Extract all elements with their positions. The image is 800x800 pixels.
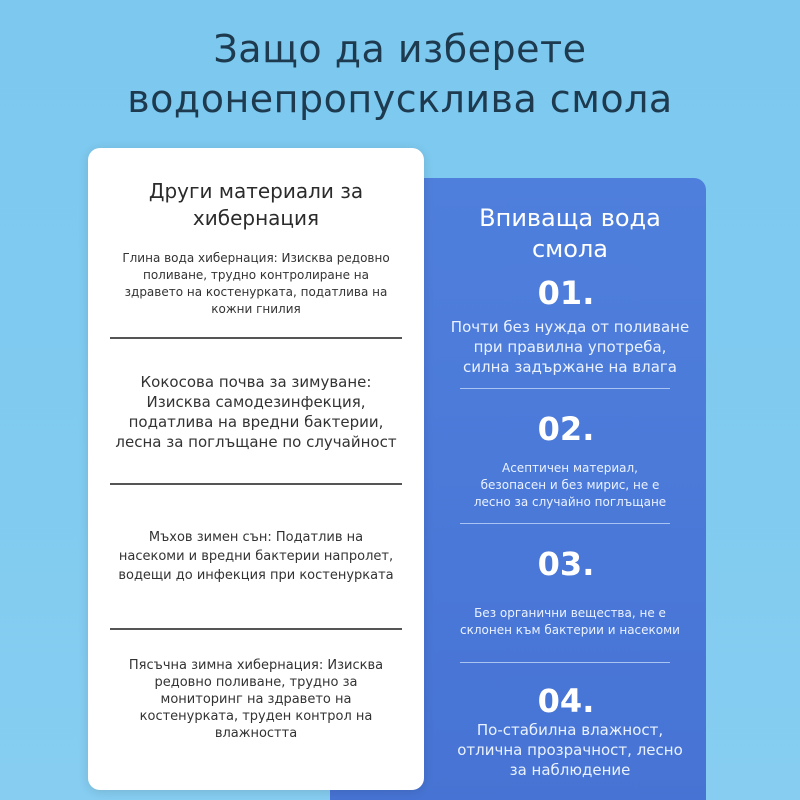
- material-coconut: [100, 372, 412, 452]
- material-coconut-line-4: лесна за поглъщане по случайност: [115, 433, 397, 451]
- material-moss-line-3: водещи до инфекция при костенурката: [118, 568, 394, 583]
- benefit-4-line-2: отлична прозрачност, лесно: [457, 741, 683, 759]
- material-clay-line-1: Глина вода хибернация: Изисква редовно: [122, 251, 390, 265]
- material-sand-line-5: влажността: [214, 726, 298, 741]
- benefit-1-line-3: силна задържане на влага: [463, 358, 677, 376]
- benefit-divider-3: [460, 662, 670, 663]
- benefit-4-line-1: По-стабилна влажност,: [476, 721, 664, 739]
- benefit-3-line-2: склонен към бактерии и насекоми: [460, 623, 680, 637]
- benefit-number-3: 03.: [537, 545, 595, 583]
- benefit-divider-2: [460, 523, 670, 524]
- benefit-1-line-1: Почти без нужда от поливане: [450, 318, 690, 336]
- benefit-text-1: [420, 317, 720, 377]
- material-sand-line-2: редовно поливане, трудно за: [154, 675, 358, 690]
- material-clay-line-3: здравето на костенурката, податлива на: [124, 285, 388, 299]
- benefit-text-4: [440, 720, 700, 780]
- material-coconut-line-3: податлива на вредни бактерии,: [128, 413, 384, 431]
- page-title: [0, 24, 800, 124]
- benefit-2-line-2: безопасен и без мирис, не е: [480, 478, 660, 492]
- benefit-3-line-1: Без органични вещества, не е: [474, 606, 666, 620]
- material-sand-line-1: Пясъчна зимна хибернация: Изисква: [128, 658, 384, 673]
- other-title-line-2: хибернация: [192, 206, 320, 230]
- benefit-number-2: 02.: [537, 410, 595, 448]
- material-moss: [100, 528, 412, 585]
- page-title-line-1: Защо да изберете: [213, 27, 587, 71]
- material-clay-line-2: поливане, трудно контролиране на: [142, 268, 369, 282]
- material-clay: [100, 250, 412, 318]
- material-coconut-line-2: Изисква самодезинфекция,: [146, 393, 366, 411]
- material-sand-line-4: костенурката, труден контрол на: [139, 709, 373, 724]
- benefit-2-line-3: лесно за случайно поглъщане: [473, 495, 667, 509]
- resin-title-line-2: смола: [531, 235, 609, 263]
- material-sand-line-3: мониторинг на здравето на: [160, 692, 352, 707]
- material-moss-line-1: Мъхов зимен сън: Податлив на: [148, 530, 364, 545]
- benefit-text-3: [440, 605, 700, 639]
- material-clay-line-4: кожни гнилия: [211, 302, 301, 316]
- other-title-line-1: Други материали за: [148, 179, 364, 203]
- benefit-number-4: 04.: [537, 682, 595, 720]
- benefit-1-line-2: при правилна употреба,: [473, 338, 667, 356]
- other-materials-title: [88, 178, 424, 232]
- material-divider-3: [110, 628, 402, 630]
- benefit-divider-1: [460, 388, 670, 389]
- resin-title-line-1: Впиваща вода: [479, 204, 661, 232]
- material-sand: [100, 657, 412, 742]
- material-moss-line-2: насекоми и вредни бактерии напролет,: [118, 549, 394, 564]
- benefit-number-1: 01.: [537, 274, 595, 312]
- material-coconut-line-1: Кокосова почва за зимуване:: [140, 373, 372, 391]
- material-divider-2: [110, 483, 402, 485]
- benefit-4-line-3: за наблюдение: [509, 761, 631, 779]
- benefit-text-2: [440, 460, 700, 511]
- material-divider-1: [110, 337, 402, 339]
- benefit-2-line-1: Асептичен материал,: [502, 461, 638, 475]
- page-title-line-2: водонепропусклива смола: [127, 77, 673, 121]
- resin-panel-title: [420, 203, 720, 265]
